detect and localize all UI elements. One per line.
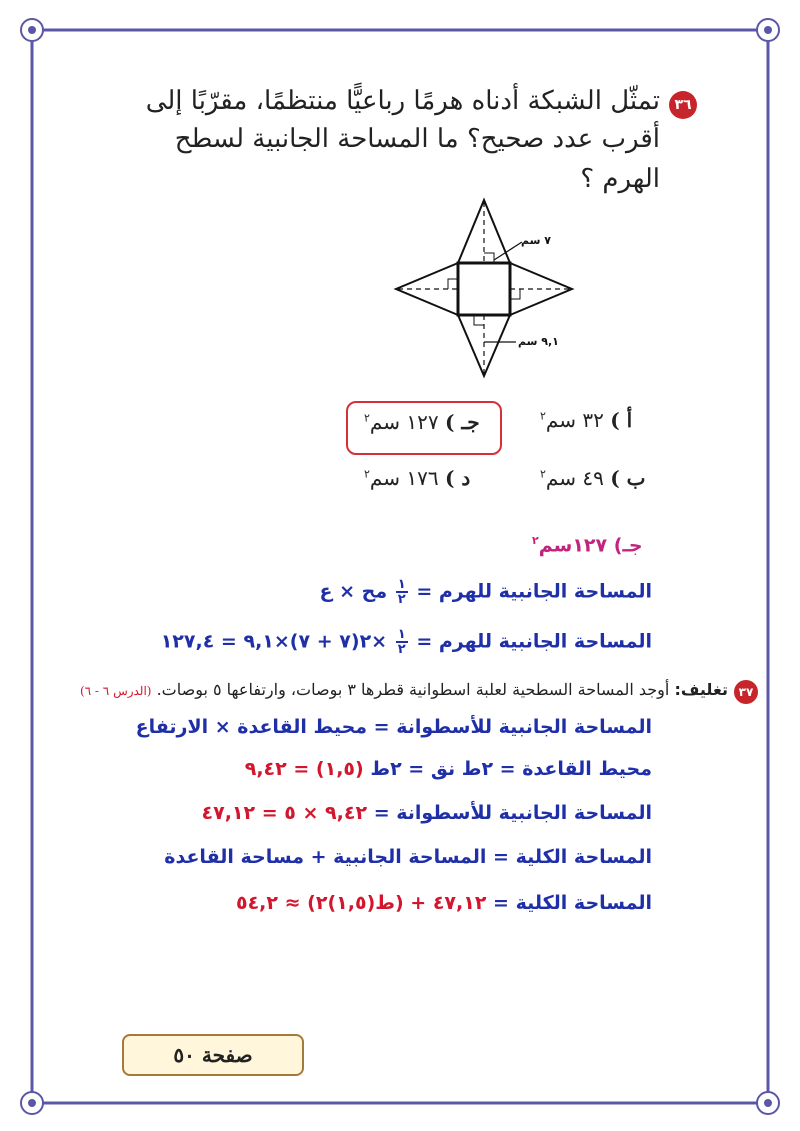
option-c: [364, 410, 480, 434]
squared-superscript: ٢: [364, 467, 370, 481]
solution-step: [202, 802, 652, 824]
solution-step: [320, 578, 653, 606]
solution-step: المساحة الجانبية للأسطوانة = محيط القاعدة × الارتفاع: [135, 716, 652, 738]
squared-superscript: ٢: [540, 467, 546, 481]
slant-height-label: ٧ سم: [521, 234, 551, 247]
step-rhs: ×٢(٧ + ٧)×٩,١ = ١٢٧,٤: [160, 630, 388, 653]
solution-step: المساحة الكلية = المساحة الجانبية + مساحة القاعدة: [164, 846, 652, 868]
step-rhs: مح × ع: [319, 580, 388, 603]
option-letter: جـ ): [444, 410, 480, 434]
squared-superscript: ٢: [532, 534, 539, 547]
fraction-denominator: ٢: [397, 642, 406, 657]
question-number-badge: ٣٧: [734, 680, 758, 704]
option-b: [540, 466, 645, 490]
option-letter: ب ): [610, 466, 646, 490]
option-value: ١٢٧ سم: [369, 410, 439, 434]
side-length-label: ٩,١ سم: [518, 335, 559, 348]
option-value: ١٧٦ سم: [369, 466, 439, 490]
squared-superscript: ٢: [540, 409, 546, 423]
question-number-badge: ٣٦: [669, 91, 697, 119]
one-half-fraction: [396, 628, 408, 656]
option-value: ٤٩ سم: [545, 466, 604, 490]
solution-step: [245, 758, 652, 780]
question-text-line: تمثّل الشبكة أدناه هرمًا رباعيًّا منتظمًا، مقرّبًا إلى: [145, 86, 660, 116]
option-letter: أ ): [610, 408, 633, 432]
question-label: تغليف:: [674, 680, 728, 699]
question-text: أوجد المساحة السطحية لعلبة اسطوانية قطرها ٣ بوصات، وارتفاعها ٥ بوصات.: [156, 680, 670, 699]
selected-answer: [532, 534, 643, 556]
step-blue-part: محيط القاعدة = ٢ط نق = ٢ط: [370, 758, 652, 780]
option-a: [540, 408, 632, 432]
step-lhs: المساحة الجانبية للهرم =: [416, 580, 652, 603]
answer-text: جـ) ١٢٧سم: [538, 534, 643, 557]
step-blue-part: المساحة الجانبية للأسطوانة =: [373, 802, 652, 824]
solution-step: [161, 628, 652, 656]
lesson-reference: (الدرس ٦ - ٦): [79, 684, 152, 698]
option-letter: د ): [444, 466, 471, 490]
pyramid-net-figure: [390, 196, 580, 381]
question-text-line: الهرم ؟: [580, 164, 660, 194]
one-half-fraction: [396, 578, 408, 606]
question-37-prompt: [80, 680, 728, 699]
step-lhs: المساحة الجانبية للهرم =: [416, 630, 652, 653]
option-value: ٣٢ سم: [545, 408, 604, 432]
squared-superscript: ٢: [364, 411, 370, 425]
step-red-part: ٩,٤٢ × ٥ = ٤٧,١٢: [201, 802, 368, 824]
page-number-label: صفحة ٥٠: [122, 1034, 304, 1076]
fraction-numerator: ١: [397, 627, 406, 642]
fraction-numerator: ١: [397, 577, 406, 592]
question-text-line: أقرب عدد صحيح؟ ما المساحة الجانبية لسطح: [174, 124, 660, 154]
step-red-part: (١,٥) = ٩,٤٢: [244, 758, 364, 780]
solution-step: [236, 892, 652, 914]
fraction-denominator: ٢: [397, 592, 406, 607]
step-red-part: ٤٧,١٢ + (ط(١,٥)٢) ≈ ٥٤,٢: [235, 892, 487, 914]
step-blue-part: المساحة الكلية =: [493, 892, 652, 914]
option-d: [364, 466, 470, 490]
